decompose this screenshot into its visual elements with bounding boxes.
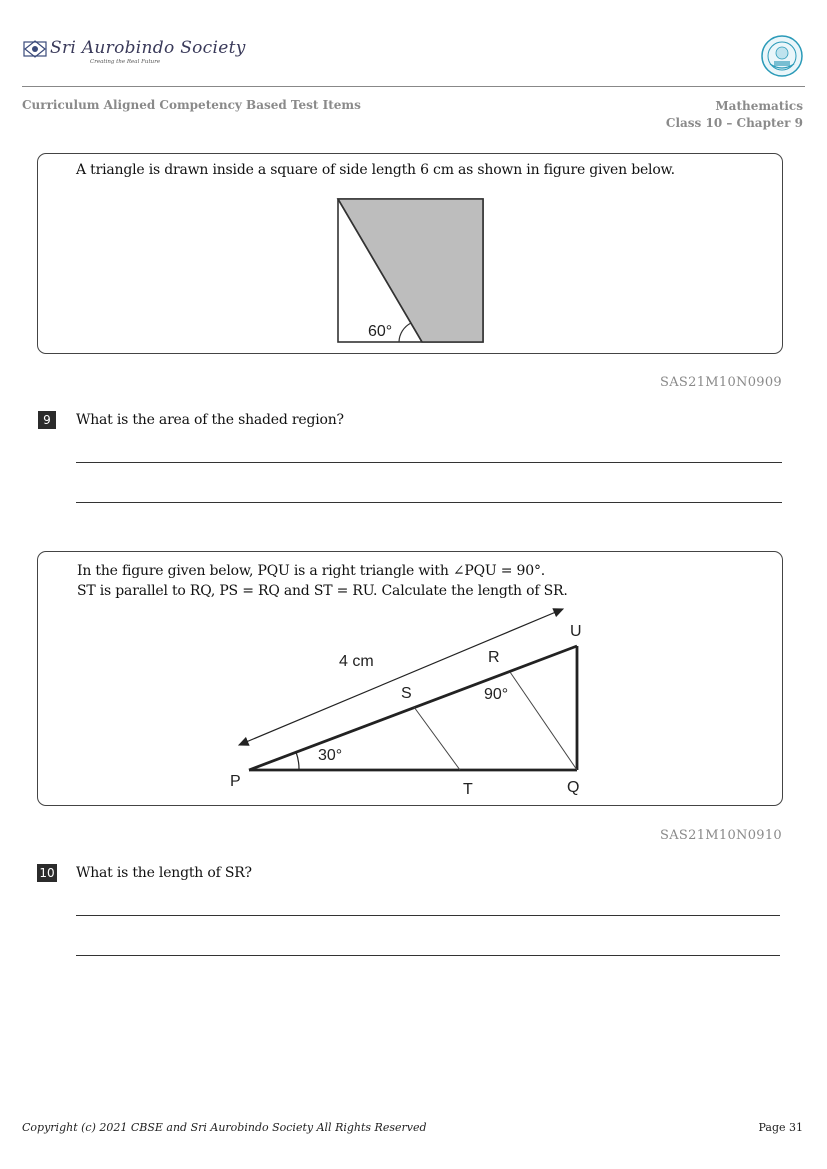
answer-line[interactable] [76,462,782,463]
point-S-label: S [401,685,412,702]
question-text-9: What is the area of the shaded region? [76,412,344,428]
context-stem-2 [77,561,568,601]
cbse-emblem-icon [760,34,804,78]
segment-ST [414,707,460,770]
answer-line[interactable] [76,915,780,916]
vertex-P-label: P [230,773,241,790]
angle-90-label: 90° [484,686,509,703]
angle-30-label: 30° [318,747,343,764]
side-PU [249,646,577,770]
length-4cm-label: 4 cm [339,653,374,670]
society-name: Sri Aurobindo Society [50,38,246,58]
society-logo-icon [22,38,48,60]
page-number: Page 31 [758,1121,803,1134]
context-stem-2-line2: ST is parallel to RQ, PS = RQ and ST = RU. Calculate the length of SR. [77,583,568,599]
subject-label: Mathematics [715,99,803,113]
question-context-box-1 [37,153,783,354]
segment-RQ [510,672,577,770]
item-code-1: SAS21M10N0909 [660,375,782,390]
copyright-notice: Copyright (c) 2021 CBSE and Sri Aurobindo Society All Rights Reserved [22,1121,427,1134]
point-R-label: R [488,649,500,666]
angle-arc-30 [296,752,299,770]
question-number-9: 9 [38,411,56,429]
class-chapter-label: Class 10 – Chapter 9 [665,116,803,130]
answer-line[interactable] [76,955,780,956]
society-tagline: Creating the Real Future [90,59,161,65]
subject-info [666,98,803,132]
context-stem-2-line1: In the figure given below, PQU is a right triangle with ∠PQU = 90°. [77,563,546,579]
item-code-2: SAS21M10N0910 [660,828,782,843]
right-triangle-figure [220,600,620,800]
vertex-U-label: U [570,623,582,640]
dimension-arrow [239,609,563,745]
angle-60-label: 60° [368,323,393,340]
document-title: Curriculum Aligned Competency Based Test Items [22,98,361,112]
question-number-10: 10 [37,864,57,882]
question-text-10: What is the length of SR? [76,865,252,881]
vertex-Q-label: Q [567,779,580,796]
header-rule [22,86,805,87]
point-T-label: T [463,781,473,798]
square-triangle-figure [335,196,487,346]
context-stem-1: A triangle is drawn inside a square of side length 6 cm as shown in figure given below. [76,162,675,178]
answer-line[interactable] [76,502,782,503]
